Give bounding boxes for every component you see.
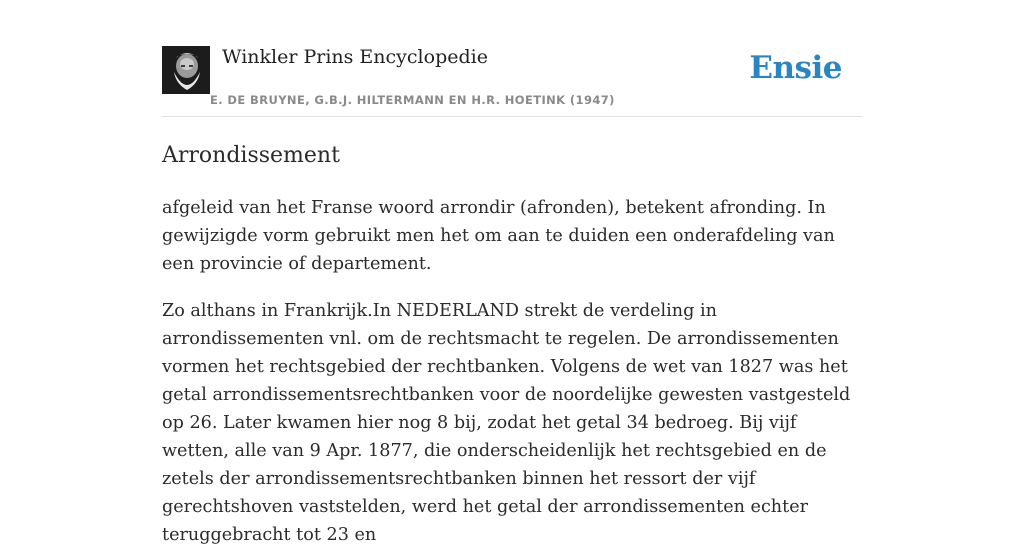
author-avatar[interactable] — [162, 46, 210, 94]
source-authors: E. DE BRUYNE, G.B.J. HILTERMANN EN H.R. HOETINK (1947) — [210, 93, 615, 107]
article-paragraph: afgeleid van het Franse woord arrondir (afronden), betekent afronding. In gewijzigde vorm gebruikt men het om aan te duiden een onderafdeling van een provincie of departement. — [162, 198, 835, 274]
article-container — [162, 45, 862, 549]
ensie-logo[interactable]: Ensie — [749, 50, 842, 86]
portrait-icon — [162, 46, 210, 94]
source-title[interactable]: Winkler Prins Encyclopedie — [222, 46, 488, 68]
source-header — [162, 45, 862, 117]
article-title: Arrondissement — [162, 143, 340, 168]
article-paragraph: Zo althans in Frankrijk.In NEDERLAND strekt de verdeling in arrondissementen vnl. om de rechtsmacht te regelen. De arrondissementen vormen het rechtsgebied der rechtbanken. Volgens de wet van 1827 was het getal arrondissementsrechtbanken voor de noordelijke gewesten vastgesteld op 26. Later kwamen hier nog 8 bij, zodat het getal 34 bedroeg. Bij vijf wetten, alle van 9 Apr. 1877, die onderscheidenlijk het rechtsgebied en de zetels der arrondissementsrechtbanken binnen het ressort der vijf gerechtshoven vaststelden, werd het getal der arrondissementen echter teruggebracht tot 23 en — [162, 301, 851, 545]
